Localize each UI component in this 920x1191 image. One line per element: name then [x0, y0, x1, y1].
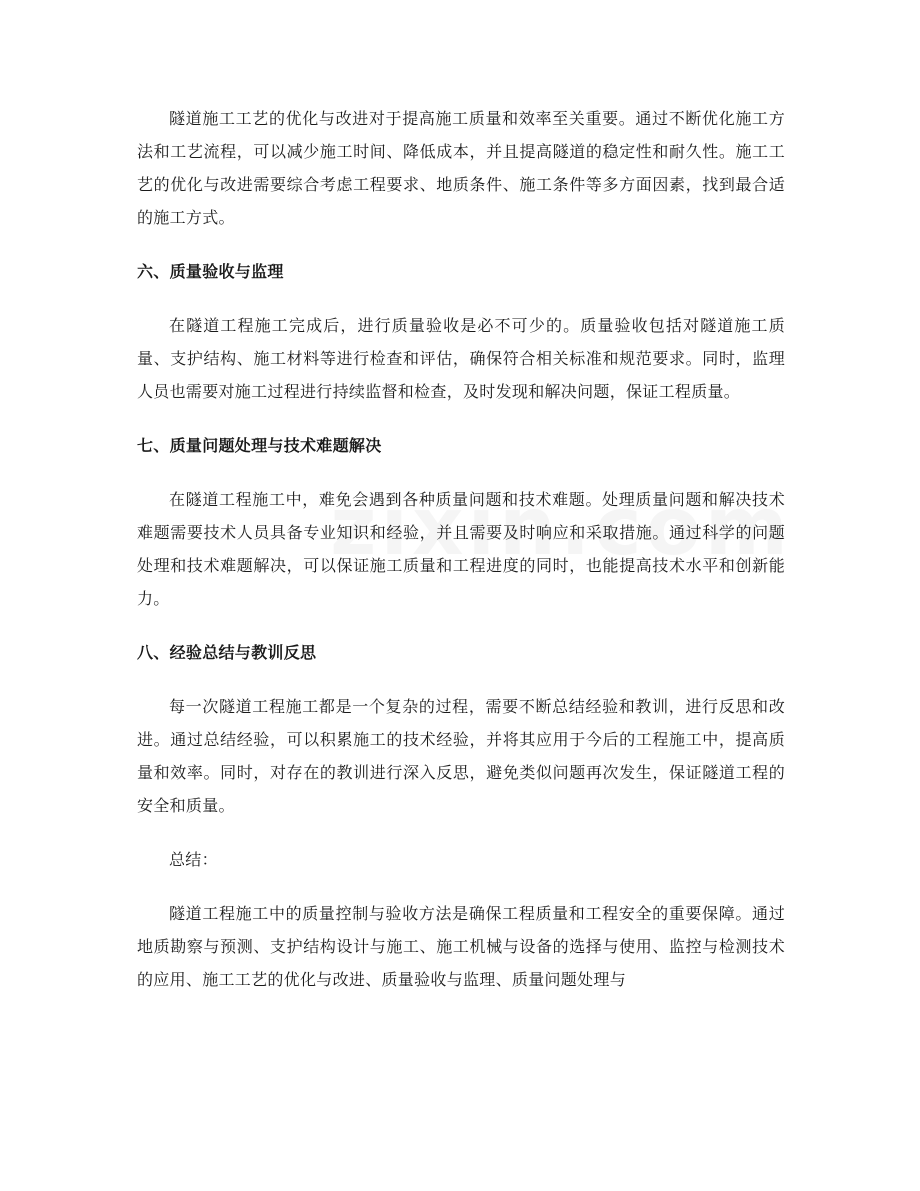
document-page	[137, 102, 785, 1017]
paragraph-process-optimization: 隧道施工工艺的优化与改进对于提高施工质量和效率至关重要。通过不断优化施工方法和工艺流程，可以减少施工时间、降低成本，并且提高隧道的稳定性和耐久性。施工工艺的优化与改进需要综合考虑工程要求、地质条件、施工条件等多方面因素，找到最合适的施工方式。	[137, 109, 785, 227]
section-heading-lessons-learned: 八、经验总结与教训反思	[137, 643, 317, 662]
paragraph-problem-solving: 在隧道工程施工中，难免会遇到各种质量问题和技术难题。处理质量问题和解决技术难题需要技术人员具备专业知识和经验，并且需要及时响应和采取措施。通过科学的问题处理和技术难题解决，可以保证施工质量和工程进度的同时，也能提高技术水平和创新能力。	[137, 490, 785, 608]
paragraph-lessons-learned: 每一次隧道工程施工都是一个复杂的过程，需要不断总结经验和教训，进行反思和改进。通过总结经验，可以积累施工的技术经验，并将其应用于今后的工程施工中，提高质量和效率。同时，对存在的教训进行深入反思，避免类似问题再次发生，保证隧道工程的安全和质量。	[137, 697, 785, 815]
summary-label: 总结：	[169, 850, 218, 869]
paragraph-summary: 隧道工程施工中的质量控制与验收方法是确保工程质量和工程安全的重要保障。通过地质勘察与预测、支护结构设计与施工、施工机械与设备的选择与使用、监控与检测技术的应用、施工工艺的优化与改进、质量验收与监理、质量问题处理与	[137, 904, 785, 989]
section-heading-quality-acceptance: 六、质量验收与监理	[137, 262, 284, 281]
section-heading-problem-solving: 七、质量问题处理与技术难题解决	[137, 436, 382, 455]
paragraph-quality-acceptance: 在隧道工程施工完成后，进行质量验收是必不可少的。质量验收包括对隧道施工质量、支护结构、施工材料等进行检查和评估，确保符合相关标准和规范要求。同时，监理人员也需要对施工过程进行持续监督和检查，及时发现和解决问题，保证工程质量。	[137, 316, 785, 401]
